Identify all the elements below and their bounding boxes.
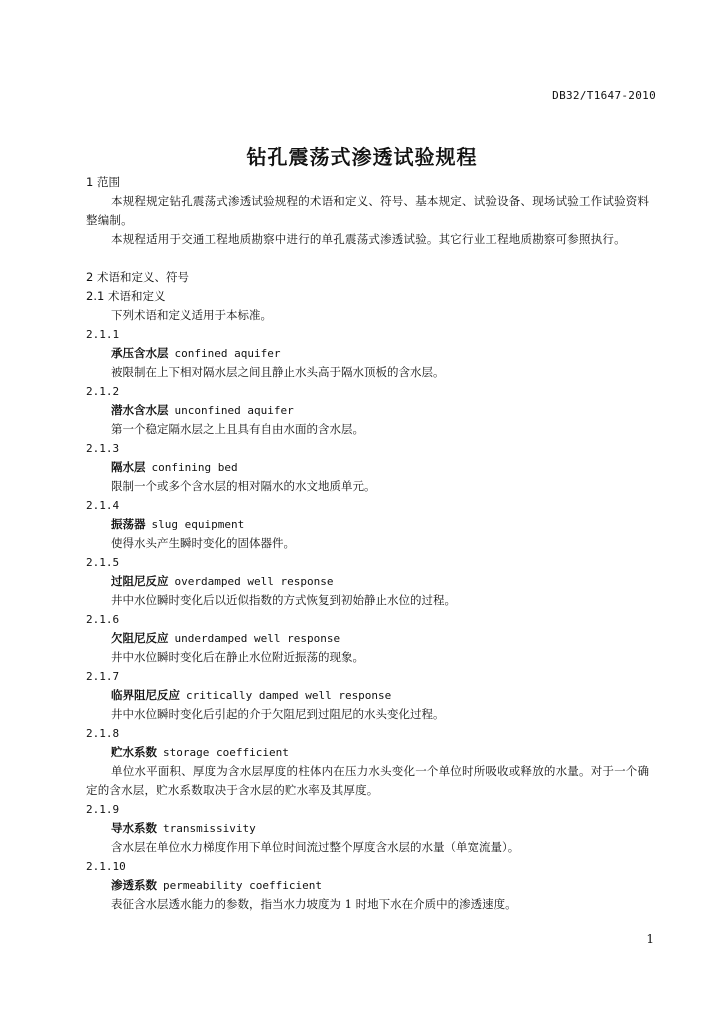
term-number: 2.1.5 [86, 556, 120, 569]
term-english: permeability coefficient [163, 879, 322, 892]
section-2-heading: 2 术语和定义、符号 [86, 270, 189, 284]
term-chinese: 欠阻尼反应 [111, 631, 169, 645]
term-number: 2.1.10 [86, 860, 126, 873]
term-definition: 井中水位瞬时变化后以近似指数的方式恢复到初始静止水位的过程。 [111, 593, 456, 607]
term-entry [86, 572, 658, 591]
term-number: 2.1.7 [86, 670, 120, 683]
section-1-heading: 1 范围 [86, 175, 120, 189]
term-number: 2.1.8 [86, 727, 120, 740]
term-english: transmissivity [163, 822, 256, 835]
term-definition: 使得水头产生瞬时变化的固体器件。 [111, 536, 295, 550]
document-code: DB32/T1647-2010 [552, 89, 656, 102]
document-body [86, 173, 658, 914]
term-chinese: 潜水含水层 [111, 403, 169, 417]
term-entry [86, 344, 658, 363]
subsection-intro: 下列术语和定义适用于本标准。 [111, 308, 272, 322]
term-chinese: 渗透系数 [111, 878, 157, 892]
term-definition: 井中水位瞬时变化后在静止水位附近振荡的现象。 [111, 650, 364, 664]
term-definition: 第一个稳定隔水层之上且具有自由水面的含水层。 [111, 422, 364, 436]
term-entry [86, 686, 658, 705]
term-number: 2.1.4 [86, 499, 120, 512]
term-english: storage coefficient [163, 746, 289, 759]
term-number: 2.1.1 [86, 328, 120, 341]
term-entry [86, 819, 658, 838]
term-number: 2.1.6 [86, 613, 120, 626]
term-chinese: 临界阻尼反应 [111, 688, 180, 702]
term-english: slug equipment [151, 518, 245, 531]
term-chinese: 导水系数 [111, 821, 157, 835]
section-1-paragraph: 本规程规定钻孔震荡式渗透试验规程的术语和定义、符号、基本规定、试验设备、现场试验工作试验资料整编制。 [86, 194, 650, 227]
term-entry [86, 876, 658, 895]
term-english: unconfined aquifer [174, 404, 294, 417]
subsection-heading: 2.1 术语和定义 [86, 289, 166, 303]
term-entry [86, 515, 658, 534]
term-chinese: 过阻尼反应 [111, 574, 169, 588]
term-chinese: 承压含水层 [111, 346, 169, 360]
term-english: confining bed [151, 461, 238, 474]
term-english: overdamped well response [174, 575, 334, 588]
term-english: critically damped well response [186, 689, 392, 702]
section-1-paragraph: 本规程适用于交通工程地质勘察中进行的单孔震荡式渗透试验。其它行业工程地质勘察可参照执行。 [111, 232, 626, 246]
page-title: 钻孔震荡式渗透试验规程 [246, 145, 478, 169]
term-definition: 限制一个或多个含水层的相对隔水的水文地质单元。 [111, 479, 376, 493]
term-entry [86, 743, 658, 762]
term-definition: 含水层在单位水力梯度作用下单位时间流过整个厚度含水层的水量（单宽流量）。 [111, 840, 520, 854]
term-definition: 表征含水层透水能力的参数，指当水力坡度为 1 时地下水在介质中的渗透速度。 [111, 897, 517, 911]
term-definition: 单位水平面积、厚度为含水层厚度的柱体内在压力水头变化一个单位时所吸收或释放的水量。对于一个确定的含水层，贮水系数取决于含水层的贮水率及其厚度。 [86, 764, 650, 797]
term-number: 2.1.2 [86, 385, 120, 398]
term-chinese: 振荡器 [111, 517, 146, 531]
term-entry [86, 629, 658, 648]
term-english: confined aquifer [174, 347, 281, 360]
term-definition: 井中水位瞬时变化后引起的介于欠阻尼到过阻尼的水头变化过程。 [111, 707, 445, 721]
term-number: 2.1.9 [86, 803, 120, 816]
term-chinese: 贮水系数 [111, 745, 157, 759]
term-entry [86, 458, 658, 477]
term-entry [86, 401, 658, 420]
spacer [86, 249, 658, 268]
term-chinese: 隔水层 [111, 460, 146, 474]
page-number: 1 [646, 932, 654, 946]
term-definition: 被限制在上下相对隔水层之间且静止水头高于隔水顶板的含水层。 [111, 365, 445, 379]
term-english: underdamped well response [174, 632, 341, 645]
term-number: 2.1.3 [86, 442, 120, 455]
